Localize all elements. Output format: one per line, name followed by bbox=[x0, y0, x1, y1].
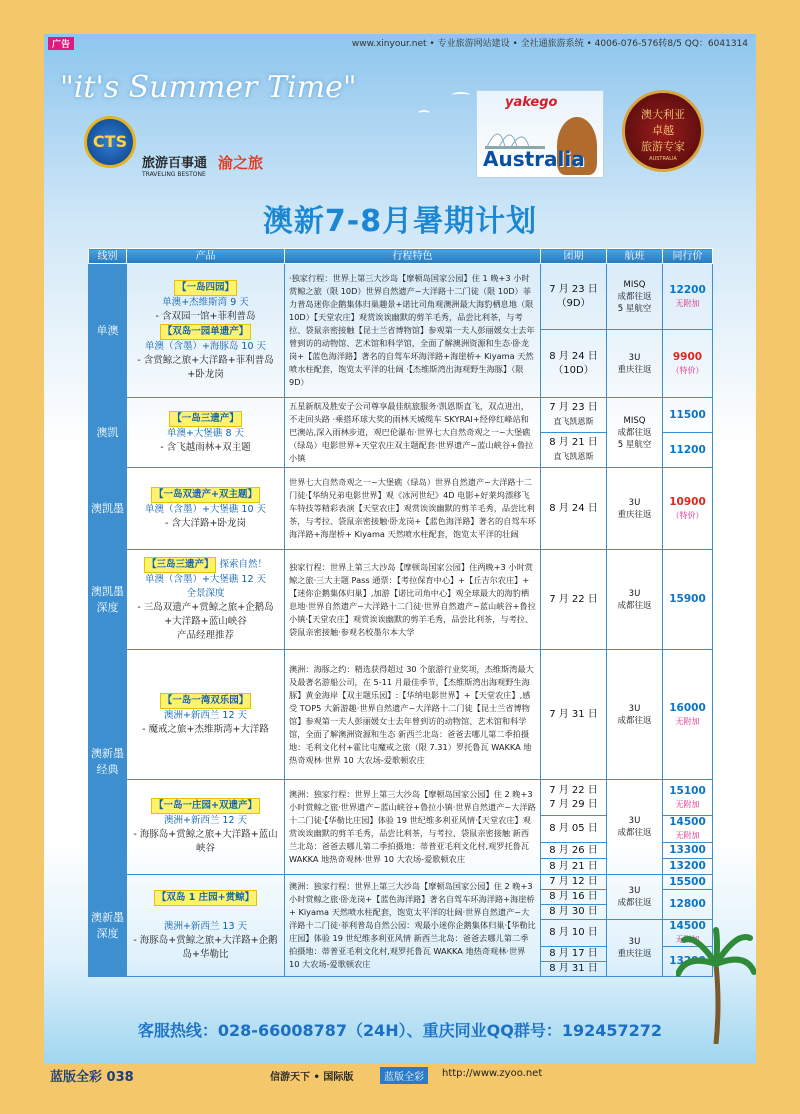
price-cell bbox=[663, 468, 713, 550]
col-dates: 团期 bbox=[541, 249, 607, 264]
flight-cell bbox=[607, 780, 663, 875]
yakego-logo: yakego bbox=[505, 95, 558, 110]
product-tag: 【一岛三遗产】 bbox=[169, 411, 242, 427]
price-cell bbox=[663, 780, 713, 816]
price-note: （特价） bbox=[671, 510, 704, 520]
features-cell: 澳洲：海豚之约：精选获得超过 30 个旅游行业奖项，杰维斯湾最大及最著名游船公司，在 5-11 月最佳季节，【杰维斯湾出海观野生海豚】黄金海岸【双主题乐园】:【华纳电影世界】+【天堂农庄】,感受 TOP5 大新游趣·世界自然遗产~大洋路十二门徒【昆士兰省博物馆】参观第一夫人彭丽媛女士去年曾到访的动物馆、艺术馆和科学馆，全面了解澳洲资源和生态 新西兰北岛：爸爸去哪儿第二季拍摄地：毛利文化村+霍比屯魔戒之旅（限 7.31）罗托鲁瓦 WAKKA 地热奇观林·世界 10 大农场-爱歌顿农庄 bbox=[285, 650, 541, 780]
price: 10900 bbox=[669, 495, 706, 508]
flight-class: 5 星航空 bbox=[617, 303, 652, 314]
price: 12200 bbox=[669, 283, 706, 296]
date: 8 月 24 日 bbox=[549, 350, 598, 362]
date-cell: 7 月 12 日 bbox=[541, 875, 607, 890]
product-title: 单澳（含墨）+大堡礁 12 天 bbox=[144, 573, 267, 585]
price-cell: 15900 bbox=[663, 550, 713, 650]
price-cell: 13200 bbox=[663, 859, 713, 875]
price-note: 无附加 bbox=[675, 716, 700, 726]
features-cell: 世界七大自然奇观之一~大堡礁（绿岛）世界自然遗产~大洋路十二门徒·【华纳兄弟电影世界】观《冰河世纪》4D 电影+好莱坞漂移飞车特技等精彩表演【天堂农庄】观赏诶诶幽默的剪羊毛秀，品尝比利茶，与考拉、袋鼠亲密接触·卧龙岗+【蓝色海洋路】著名的自驾车环海洋路+海崖桥+ Kiyama 天然喷水柱配套，饱览太平洋的壮阔 bbox=[285, 468, 541, 550]
date-note: （9D） bbox=[556, 297, 591, 309]
product-title: 全景深度 bbox=[186, 587, 225, 599]
flight: 3U bbox=[628, 703, 641, 714]
price-note: （特价） bbox=[671, 365, 704, 375]
product-title: 单澳+大堡礁 8 天 bbox=[166, 427, 245, 439]
date: 7 月 23 日 bbox=[549, 283, 598, 295]
product-tag: 【三岛三遗产】 bbox=[144, 557, 217, 573]
product-title: 单澳（含墨）+海豚岛 10 天 bbox=[144, 340, 267, 352]
flight: 3U bbox=[628, 588, 641, 599]
product-title: 澳洲+新西兰 13 天 bbox=[163, 920, 248, 932]
product-cell bbox=[127, 650, 285, 780]
table-row bbox=[89, 468, 713, 550]
product-sub: - 海豚岛+赏鲸之旅+大洋路+企鹅岛+华勒比 bbox=[133, 934, 278, 960]
table-header bbox=[89, 249, 713, 264]
col-flight: 航班 bbox=[607, 249, 663, 264]
contact-line: www.xinyour.net • 专业旅游网站建设 • 全社通旅游系统 • 4006-076-576转8/5 QQ：6041314 bbox=[351, 39, 748, 49]
date-cell: 8 月 21 日 bbox=[541, 859, 607, 875]
price-cell bbox=[663, 650, 713, 780]
date-note: （10D） bbox=[553, 364, 594, 376]
date: 7 月 29 日 bbox=[549, 798, 598, 810]
edition-tag: 蓝版全彩 bbox=[380, 1067, 428, 1084]
seagull-icon bbox=[418, 110, 430, 116]
table-row bbox=[89, 398, 713, 433]
flight-cell bbox=[607, 650, 663, 780]
date-cell: 8 月 31 日 bbox=[541, 962, 607, 977]
table-row bbox=[89, 875, 713, 890]
flight-cell bbox=[607, 330, 663, 398]
footer bbox=[0, 1064, 800, 1114]
col-features: 行程特色 bbox=[285, 249, 541, 264]
flight-route: 成都往返 bbox=[617, 600, 652, 611]
product-title: 澳洲+新西兰 12 天 bbox=[163, 709, 248, 721]
price-cell bbox=[663, 264, 713, 330]
date-cell bbox=[541, 330, 607, 398]
date-cell bbox=[541, 264, 607, 330]
features-cell: 五星新航及胜安子公司尊享最佳航旅服务·凯恩斯直飞，双点进出，不走回头路 ·乘搭环球大奖的雨林天城缆车 SKYRAI+经停红峰站和巴澳站,深入雨林步道，观巴伦瀑布·世界七大自然奇观之一~大堡礁（绿岛）电影世界+天堂农庄双主题配套·世界遗产~蓝山峡谷+鲁拉小镇 bbox=[285, 398, 541, 468]
features-cell: ·独家行程：世界上第三大沙岛【摩顿岛国家公园】住 1 晚+3 小时赏鲸之旅（限 10D）世界自然遗产~大洋路十二门徒（限 10D）菲力普岛迷你企鹅集体归巢趣景+诺比司角观澳洲最大海豹栖息地（限 10D）【天堂农庄】观赏诶诶幽默的剪羊毛秀，品尝比利茶，与考拉、袋鼠亲密接触【昆士兰省博物馆】参观第一夫人彭丽媛女士去年曾到访的动物馆、艺术馆和科学馆，全面了解澳洲资源和生态·卧龙岗+【蓝色海洋路】著名的自驾车环海洋路+海崖桥+ Kiyama 天然喷水柱配套，饱览太平洋的壮阔 ·【杰维斯湾出海观野生海豚】（限 9D） bbox=[285, 264, 541, 398]
price-cell: 15500 bbox=[663, 875, 713, 890]
date-note: 直飞凯恩斯 bbox=[553, 417, 594, 426]
product-sub: - 含赏鲸之旅+大洋路+菲利普岛+卧龙岗 bbox=[137, 354, 274, 380]
product-cell bbox=[127, 780, 285, 875]
line-cell: 澳新墨深度 bbox=[89, 875, 127, 977]
product-slogan: 探索自然！ bbox=[219, 558, 268, 570]
product-title: 单澳+杰维斯湾 9 天 bbox=[162, 296, 249, 308]
seal-line-3: 旅游专家 bbox=[641, 140, 685, 153]
flight: 3U bbox=[628, 352, 641, 363]
product-cell bbox=[127, 468, 285, 550]
table-row bbox=[89, 264, 713, 330]
product-cell bbox=[127, 550, 285, 650]
expert-seal bbox=[622, 90, 704, 172]
product-tag: 【双岛 1 庄园+赏鲸】 bbox=[154, 890, 257, 906]
col-price: 同行价 bbox=[663, 249, 713, 264]
date-cell: 8 月 10 日 bbox=[541, 920, 607, 947]
flight-cell bbox=[607, 468, 663, 550]
publisher: 信游天下 • 国际版 bbox=[270, 1072, 354, 1083]
price-cell bbox=[663, 816, 713, 843]
price-note: 无附加 bbox=[675, 935, 700, 944]
page-title: 澳新7-8月暑期计划 bbox=[262, 204, 538, 239]
flight: 3U bbox=[628, 886, 641, 896]
product-sub: - 魔戒之旅+杰维斯湾+大洋路 bbox=[142, 723, 269, 735]
product-cell bbox=[127, 875, 285, 977]
features-cell: 独家行程：世界上第三大沙岛【摩顿岛国家公园】住两晚+3 小时赏鲸之旅·三大主题 Pass 通票：【考拉保育中心】+【丘吉尔农庄】+【迷你企鹅集体归巢】,加游【诺比司角中心】观全球最大的海豹栖息地·世界自然遗产~大洋路十二门徒·世界自然遗产~蓝山峡谷+鲁拉小镇·【天堂农庄】观赏诶诶幽默的剪羊毛秀，品尝比利茶，与考拉、袋鼠亲密接触·参观名校墨尔本大学 bbox=[285, 550, 541, 650]
seal-line-2: 卓越 bbox=[652, 124, 674, 137]
flight-route: 成都往返 bbox=[617, 828, 652, 838]
product-tag: 【双岛一园单遗产】 bbox=[160, 324, 252, 340]
date-cell: 8 月 26 日 bbox=[541, 843, 607, 859]
product-tag: 【一岛一庄园+双遗产】 bbox=[151, 798, 260, 814]
line-cell: 澳凯墨 bbox=[89, 468, 127, 550]
footer-url[interactable]: http://www.zyoo.net bbox=[442, 1068, 543, 1079]
product-sub: - 三岛双遗产+赏鲸之旅+企鹅岛+大洋路+蓝山峡谷 bbox=[137, 601, 274, 627]
flight: 3U bbox=[628, 937, 641, 947]
date-note: 直飞凯恩斯 bbox=[553, 452, 594, 461]
date-cell: 7 月 31 日 bbox=[541, 650, 607, 780]
date-cell bbox=[541, 433, 607, 468]
date-cell: 7 月 22 日 bbox=[541, 550, 607, 650]
flight: MISQ bbox=[623, 279, 646, 290]
price-note: 无附加 bbox=[675, 298, 700, 308]
slogan: "it's Summer Time" bbox=[60, 70, 357, 105]
date-cell: 8 月 30 日 bbox=[541, 905, 607, 920]
price: 16000 bbox=[669, 701, 706, 714]
page-number: 蓝版全彩 038 bbox=[50, 1070, 134, 1085]
line-cell: 单澳 bbox=[89, 264, 127, 398]
product-sub: - 含双园一馆+菲利普岛 bbox=[155, 310, 256, 322]
flight: 3U bbox=[628, 497, 641, 508]
flight-route: 重庆往返 bbox=[617, 364, 652, 375]
date: 7 月 22 日 bbox=[549, 784, 598, 796]
date: 8 月 21 日 bbox=[549, 437, 598, 448]
date-cell: 8 月 17 日 bbox=[541, 947, 607, 962]
line-cell: 澳凯墨深度 bbox=[89, 550, 127, 650]
price-cell: 11500 bbox=[663, 398, 713, 433]
ad-tag: 广告 bbox=[48, 37, 74, 50]
product-sub: 产品经理推荐 bbox=[176, 629, 234, 641]
yuzhilv-logo: 渝之旅 bbox=[218, 154, 264, 172]
features-cell: 澳洲：独家行程：世界上第三大沙岛【摩顿岛国家公园】住 2 晚+3 小时赏鲸之旅·卧龙岗+【蓝色海洋路】著名自驾车环海洋路+海崖桥+ Kiyama 天然喷水柱配套，饱览太平洋的壮阔·世界自然遗产~大洋路十二门徒·菲利普岛自然公园：观最小迷你企鹅集体归巢·【华勒比庄园】体验 19 世纪维多利亚风情 新西兰北岛：爸爸去哪儿第二季拍摄地：蒂普亚毛利文化村,观罗托鲁瓦 WAKKA 地热奇观林·世界 10 大农场-爱歌顿农庄 bbox=[285, 875, 541, 977]
seal-line-1: 澳大利亚 bbox=[641, 108, 685, 121]
australia-text: Australia bbox=[483, 147, 585, 171]
bst-logo-en: TRAVELING BESTONE bbox=[142, 171, 206, 178]
col-line: 线别 bbox=[89, 249, 127, 264]
product-tag: 【一岛双遗产+双主题】 bbox=[151, 487, 260, 503]
price-cell: 12800 bbox=[663, 890, 713, 920]
date-cell: 8 月 05 日 bbox=[541, 816, 607, 843]
price-note: 无附加 bbox=[675, 831, 700, 840]
date-cell: 8 月 16 日 bbox=[541, 890, 607, 905]
flight-route: 成都往返 bbox=[617, 898, 652, 908]
product-tag: 【一岛四园】 bbox=[174, 280, 237, 296]
price-cell: 13300 bbox=[663, 843, 713, 859]
table-row bbox=[89, 650, 713, 780]
product-cell bbox=[127, 264, 285, 398]
price-note: 无附加 bbox=[675, 799, 700, 809]
flight-cell bbox=[607, 920, 663, 977]
flight-class: 5 星航空 bbox=[617, 439, 652, 450]
price-cell: 11200 bbox=[663, 433, 713, 468]
opera-house-icon bbox=[485, 119, 545, 149]
features-cell: 澳洲：独家行程：世界上第三大沙岛【摩顿岛国家公园】住 2 晚+3 小时赏鲸之旅·世界遗产~蓝山峡谷+鲁拉小镇·世界自然遗产~大洋路十二门徒·【华勒比庄园】体验 19 世纪维多利亚风情·【天堂农庄】观赏诶诶幽默的剪羊毛秀，品尝比利茶，与考拉、袋鼠亲密接触 新西兰北岛：爸爸去哪儿第二季拍摄地：蒂普亚毛利文化村,观罗托鲁瓦 WAKKA 地热奇观林·世界 10 大农场-爱歌顿农庄 bbox=[285, 780, 541, 875]
flight-route: 成都往返 bbox=[617, 427, 652, 438]
date-cell bbox=[541, 780, 607, 816]
product-sub: - 含飞越雨林+双主题 bbox=[160, 441, 251, 453]
price: 14500 bbox=[669, 816, 706, 828]
flight-route: 重庆往返 bbox=[617, 949, 652, 959]
bst-logo bbox=[142, 152, 207, 178]
cts-logo: CTS bbox=[84, 116, 136, 168]
price-cell: 13200 bbox=[663, 947, 713, 977]
header-bar bbox=[44, 36, 756, 50]
date-cell bbox=[541, 398, 607, 433]
itinerary-table bbox=[88, 248, 713, 977]
product-title: 单澳（含墨）+大堡礁 10 天 bbox=[144, 503, 267, 515]
product-sub: - 海豚岛+赏鲸之旅+大洋路+蓝山峡谷 bbox=[133, 829, 278, 854]
product-tag: 【一岛一湾双乐园】 bbox=[160, 693, 252, 709]
flight-cell bbox=[607, 550, 663, 650]
flight-route: 成都往返 bbox=[617, 291, 652, 302]
product-title: 澳洲+新西兰 12 天 bbox=[163, 815, 248, 826]
price: 14500 bbox=[669, 920, 706, 932]
flight-route: 成都往返 bbox=[617, 715, 652, 726]
price-cell bbox=[663, 330, 713, 398]
flight: MISQ bbox=[623, 415, 646, 426]
seal-small: AUSTRALIA bbox=[649, 156, 677, 162]
flight-route: 重庆往返 bbox=[617, 509, 652, 520]
product-sub: - 含大洋路+卧龙岗 bbox=[165, 517, 246, 529]
line-cell: 澳新墨经典 bbox=[89, 650, 127, 875]
table-row bbox=[89, 780, 713, 802]
table-row bbox=[89, 550, 713, 650]
bst-logo-text: 旅游百事通 bbox=[142, 156, 208, 171]
hotline: 客服热线：028-66008787（24H）、重庆同业QQ群号：192457272 bbox=[137, 1021, 663, 1040]
seagull-icon bbox=[452, 92, 470, 98]
col-product: 产品 bbox=[127, 249, 285, 264]
flight-cell bbox=[607, 264, 663, 330]
flight-cell bbox=[607, 875, 663, 920]
australia-banner bbox=[476, 90, 604, 178]
product-cell bbox=[127, 398, 285, 468]
date-cell: 8 月 24 日 bbox=[541, 468, 607, 550]
flight-cell bbox=[607, 398, 663, 468]
price: 9900 bbox=[672, 350, 703, 363]
flight: 3U bbox=[628, 816, 641, 826]
line-cell: 澳凯 bbox=[89, 398, 127, 468]
price: 15100 bbox=[669, 784, 706, 797]
date: 7 月 23 日 bbox=[549, 402, 598, 413]
